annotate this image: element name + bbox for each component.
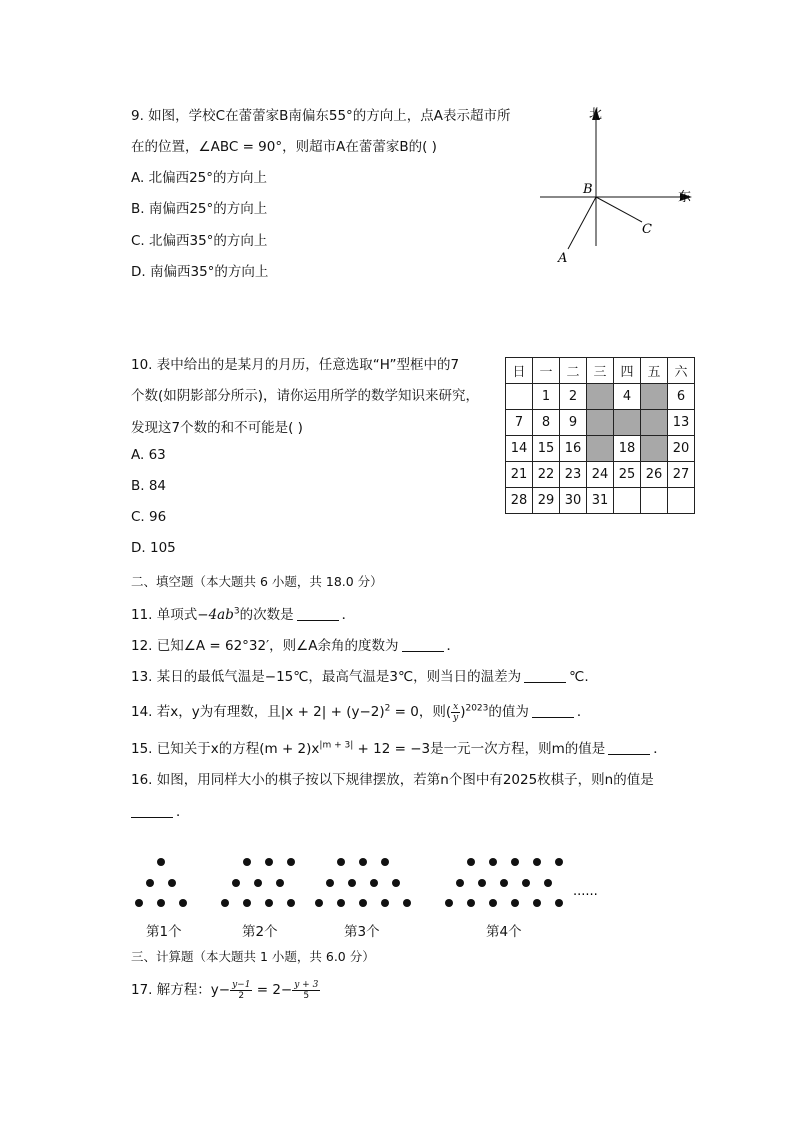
dot	[221, 899, 229, 907]
dot	[326, 879, 334, 887]
cal-cell: 29	[533, 488, 560, 514]
cal-h: 四	[614, 358, 641, 384]
q10-option-b: B. 84	[131, 478, 167, 494]
dot	[157, 899, 165, 907]
dot	[265, 858, 273, 866]
dot	[359, 858, 367, 866]
dot	[555, 899, 563, 907]
fraction-x-over-y: $\frac{x}{y}$	[453, 701, 459, 723]
dot	[555, 858, 563, 866]
dots-ellipsis: ......	[573, 884, 598, 899]
answer-blank[interactable]	[131, 816, 173, 818]
answer-blank[interactable]	[402, 650, 444, 652]
section-3-heading: 三、计算题（本大题共 1 小题，共 6.0 分）	[131, 949, 375, 964]
cal-h: 三	[587, 358, 614, 384]
cal-cell: 22	[533, 462, 560, 488]
fraction-2: $\frac{y + 3}{5}$	[294, 979, 319, 1001]
cal-cell	[614, 488, 641, 514]
cal-cell-shaded	[641, 410, 668, 436]
cal-cell: 30	[560, 488, 587, 514]
dot-label-4: 第4个	[486, 924, 522, 940]
dot	[511, 858, 519, 866]
cal-cell: 2	[560, 384, 587, 410]
dot-label-2: 第2个	[242, 924, 278, 940]
dot	[168, 879, 176, 887]
dot	[511, 899, 519, 907]
cal-h: 二	[560, 358, 587, 384]
cal-cell: 18	[614, 436, 641, 462]
answer-blank[interactable]	[297, 619, 339, 621]
cal-cell-shaded	[587, 384, 614, 410]
q12: 12. 已知∠A = 62°32′，则∠A余角的度数为 ．	[131, 638, 461, 654]
q10-line1: 10. 表中给出的是某月的月历，任意选取“H”型框中的7	[131, 357, 460, 373]
dot	[533, 858, 541, 866]
answer-blank[interactable]	[532, 716, 574, 718]
q9-option-c: C. 北偏西35°的方向上	[131, 233, 268, 249]
dot	[522, 879, 530, 887]
q17: 17. 解方程：y− $\frac{y-1}{2}$ = 2− $\frac{y + 3}{5}$	[131, 979, 319, 1001]
dot	[370, 879, 378, 887]
dot	[381, 899, 389, 907]
cal-cell: 28	[506, 488, 533, 514]
cal-cell: 14	[506, 436, 533, 462]
cal-cell: 4	[614, 384, 641, 410]
q9-line1: 9. 如图，学校C在蕾蕾家B南偏东55°的方向上，点A表示超市所	[131, 108, 511, 124]
dot	[287, 858, 295, 866]
dot	[254, 879, 262, 887]
dot	[381, 858, 389, 866]
dot	[337, 899, 345, 907]
dot-label-1: 第1个	[146, 924, 182, 940]
cal-cell: 16	[560, 436, 587, 462]
calendar-row	[506, 436, 695, 462]
cal-cell-shaded	[587, 410, 614, 436]
dot	[544, 879, 552, 887]
dot	[478, 879, 486, 887]
point-a-label: A	[558, 251, 568, 266]
dot	[135, 899, 143, 907]
point-b-label: B	[583, 182, 593, 197]
calendar-table	[505, 357, 695, 514]
dot	[467, 899, 475, 907]
cal-cell-shaded	[641, 384, 668, 410]
answer-blank[interactable]	[524, 681, 566, 683]
q10-option-a: A. 63	[131, 447, 166, 463]
dot	[348, 879, 356, 887]
cal-cell: 1	[533, 384, 560, 410]
cal-cell: 26	[641, 462, 668, 488]
q16-line2: ．	[131, 800, 190, 820]
cal-cell: 24	[587, 462, 614, 488]
cal-h: 六	[668, 358, 695, 384]
dot	[456, 879, 464, 887]
q11: 11. 单项式$-4ab^3$的次数是 ．	[131, 606, 356, 623]
cal-cell: 31	[587, 488, 614, 514]
cal-cell	[668, 488, 695, 514]
q9-option-a: A. 北偏西25°的方向上	[131, 170, 268, 186]
q10-option-d: D. 105	[131, 540, 176, 556]
cal-cell: 6	[668, 384, 695, 410]
dot	[232, 879, 240, 887]
cal-cell: 25	[614, 462, 641, 488]
dot-label-3: 第3个	[344, 924, 380, 940]
cal-h: 五	[641, 358, 668, 384]
q15: 15. 已知关于x的方程$(m + 2)x^{|m + 3|} + 12 = -3$是一元一次方程，则m的值是 ．	[131, 740, 667, 757]
q9-line2: 在的位置，∠ABC = 90°，则超市A在蕾蕾家B的( )	[131, 139, 437, 155]
q9-direction-figure	[530, 100, 700, 270]
cal-cell: 9	[560, 410, 587, 436]
cal-h: 一	[533, 358, 560, 384]
calendar-header-row	[506, 358, 695, 384]
fraction-1: $\frac{y-1}{2}$	[232, 979, 251, 1001]
calendar-row	[506, 462, 695, 488]
cal-cell: 27	[668, 462, 695, 488]
cal-cell-shaded	[614, 410, 641, 436]
dot	[489, 899, 497, 907]
cal-cell: 13	[668, 410, 695, 436]
section-2-heading: 二、填空题（本大题共 6 小题，共 18.0 分）	[131, 574, 383, 589]
dot	[392, 879, 400, 887]
cal-cell	[506, 384, 533, 410]
dot	[276, 879, 284, 887]
calendar-row	[506, 488, 695, 514]
q10-line3: 发现这7个数的和不可能是( )	[131, 420, 303, 436]
cal-cell	[641, 488, 668, 514]
dot	[157, 858, 165, 866]
q13: 13. 某日的最低气温是−15℃，最高气温是3℃，则当日的温差为 ℃.	[131, 669, 589, 685]
dot	[533, 899, 541, 907]
q10-option-c: C. 96	[131, 509, 167, 525]
dot	[179, 899, 187, 907]
q9-option-b: B. 南偏西25°的方向上	[131, 201, 268, 217]
dot	[467, 858, 475, 866]
north-label: 北	[589, 107, 603, 122]
point-c-label: C	[642, 222, 652, 237]
dot	[445, 899, 453, 907]
cal-cell: 8	[533, 410, 560, 436]
dot	[146, 879, 154, 887]
dot	[243, 899, 251, 907]
dot	[500, 879, 508, 887]
dot	[403, 899, 411, 907]
dot	[315, 899, 323, 907]
cal-cell: 7	[506, 410, 533, 436]
cal-cell: 20	[668, 436, 695, 462]
q14: 14. 若x，y为有理数，且$|x + 2| + (y-2)^2 = 0$，则( $\frac{x}{y}$ )$^{2023}$的值为 ．	[131, 701, 591, 723]
q16-line1: 16. 如图，用同样大小的棋子按以下规律摆放，若第n个图中有2025枚棋子，则n的值是	[131, 772, 654, 788]
calendar-row	[506, 410, 695, 436]
dot	[359, 899, 367, 907]
cal-cell: 23	[560, 462, 587, 488]
dot	[265, 899, 273, 907]
cal-cell: 21	[506, 462, 533, 488]
cal-cell-shaded	[641, 436, 668, 462]
dot	[337, 858, 345, 866]
cal-cell: 15	[533, 436, 560, 462]
dot	[287, 899, 295, 907]
q9-option-d: D. 南偏西35°的方向上	[131, 264, 269, 280]
east-label: 东	[678, 190, 692, 205]
answer-blank[interactable]	[608, 753, 650, 755]
cal-h: 日	[506, 358, 533, 384]
q10-line2: 个数(如阴影部分所示)，请你运用所学的数学知识来研究，	[131, 388, 480, 404]
calendar-row	[506, 384, 695, 410]
dot	[489, 858, 497, 866]
cal-cell-shaded	[587, 436, 614, 462]
dot-pattern-figure	[130, 850, 610, 915]
dot	[243, 858, 251, 866]
